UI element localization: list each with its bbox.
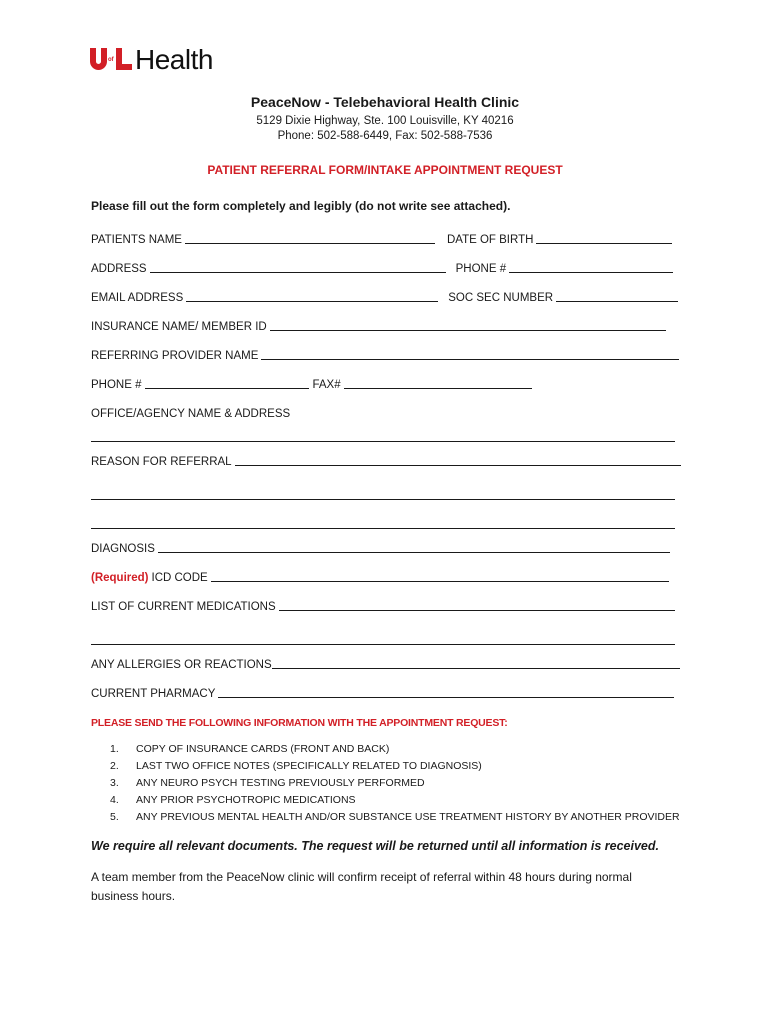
- reason-extra-line-1[interactable]: [91, 499, 675, 500]
- phone-field[interactable]: [456, 263, 674, 275]
- medications-extra-line[interactable]: [91, 644, 675, 645]
- list-item: 3. ANY NEURO PSYCH TESTING PREVIOUSLY PERFORMED: [110, 777, 425, 789]
- dob-line[interactable]: [536, 243, 672, 244]
- email-label: EMAIL ADDRESS: [91, 292, 184, 304]
- provider-phone-label: PHONE #: [91, 379, 142, 391]
- dob-field[interactable]: [447, 234, 672, 246]
- phone-label: PHONE #: [455, 263, 507, 275]
- form-instructions: Please fill out the form completely and legibly (do not write see attached).: [91, 199, 511, 213]
- pharmacy-field[interactable]: [91, 688, 674, 700]
- medications-label: LIST OF CURRENT MEDICATIONS: [91, 601, 276, 613]
- row-email-ssn: [91, 292, 678, 304]
- insurance-label: INSURANCE NAME/ MEMBER ID: [91, 321, 267, 333]
- address-label: ADDRESS: [91, 263, 147, 275]
- office-agency-label: OFFICE/AGENCY NAME & ADDRESS: [91, 408, 291, 420]
- reason-field[interactable]: [91, 456, 681, 468]
- icd-code-field[interactable]: [91, 572, 669, 584]
- ssn-line[interactable]: [556, 301, 678, 302]
- diagnosis-label: DIAGNOSIS: [91, 543, 155, 555]
- required-marker: (Required): [91, 572, 149, 584]
- provider-phone-field[interactable]: [91, 379, 309, 391]
- fax-label: FAX#: [312, 379, 341, 391]
- email-line[interactable]: [186, 301, 438, 302]
- pharmacy-label: CURRENT PHARMACY: [91, 688, 216, 700]
- allergies-line[interactable]: [272, 668, 680, 669]
- reason-extra-line-2[interactable]: [91, 528, 675, 529]
- office-agency-line[interactable]: [91, 441, 675, 442]
- patients-name-label: PATIENTS NAME: [91, 234, 182, 246]
- row-address-phone: [91, 263, 673, 275]
- clinic-name: PeaceNow - Telebehavioral Health Clinic: [250, 94, 520, 110]
- referring-provider-field[interactable]: [91, 350, 679, 362]
- list-item: 2. LAST TWO OFFICE NOTES (SPECIFICALLY RELATED TO DIAGNOSIS): [110, 760, 482, 772]
- referring-provider-line[interactable]: [261, 359, 679, 360]
- allergies-field[interactable]: [91, 659, 680, 671]
- ssn-label: SOC SEC NUMBER: [448, 292, 554, 304]
- logo-u-shape: [90, 48, 107, 70]
- list-item: 1. COPY OF INSURANCE CARDS (FRONT AND BACK): [110, 743, 390, 755]
- icd-code-label: ICD CODE: [151, 572, 208, 584]
- row-name-dob: [91, 234, 672, 246]
- required-documents-note: We require all relevant documents. The request will be returned until all information is received.: [91, 839, 659, 853]
- send-heading: PLEASE SEND THE FOLLOWING INFORMATION WITH THE APPOINTMENT REQUEST:: [91, 717, 508, 729]
- list-item: 5. ANY PREVIOUS MENTAL HEALTH AND/OR SUBSTANCE USE TREATMENT HISTORY BY ANOTHER PROVIDER: [110, 811, 680, 823]
- phone-line[interactable]: [509, 272, 673, 273]
- uofl-health-logo: [90, 45, 213, 75]
- confirmation-note: A team member from the PeaceNow clinic will confirm receipt of referral within 48 hours during normal business hours.: [91, 870, 632, 903]
- form-title: PATIENT REFERRAL FORM/INTAKE APPOINTMENT REQUEST: [207, 163, 563, 177]
- insurance-field[interactable]: [91, 321, 666, 333]
- row-provider-phone-fax: [91, 379, 532, 391]
- ssn-field[interactable]: [448, 292, 678, 304]
- logo-l-shape: [116, 48, 132, 70]
- fax-field[interactable]: [313, 379, 532, 391]
- address-line[interactable]: [150, 272, 446, 273]
- office-agency-field[interactable]: [91, 408, 290, 420]
- medications-line[interactable]: [279, 610, 675, 611]
- fax-line[interactable]: [344, 388, 532, 389]
- address-field[interactable]: [91, 263, 446, 275]
- diagnosis-field[interactable]: [91, 543, 670, 555]
- diagnosis-line[interactable]: [158, 552, 670, 553]
- insurance-line[interactable]: [270, 330, 666, 331]
- clinic-phone-fax: Phone: 502-588-6449, Fax: 502-588-7536: [277, 130, 493, 142]
- uofl-logo-mark: [90, 46, 136, 74]
- icd-code-line[interactable]: [211, 581, 669, 582]
- pharmacy-line[interactable]: [218, 697, 674, 698]
- reason-line[interactable]: [235, 465, 681, 466]
- provider-phone-line[interactable]: [145, 388, 309, 389]
- reason-label: REASON FOR REFERRAL: [91, 456, 232, 468]
- patients-name-field[interactable]: [91, 234, 435, 246]
- referring-provider-label: REFERRING PROVIDER NAME: [91, 350, 259, 362]
- email-field[interactable]: [91, 292, 438, 304]
- required-documents-list: [110, 743, 680, 828]
- dob-label: DATE OF BIRTH: [446, 234, 534, 246]
- medications-field[interactable]: [91, 601, 675, 613]
- patients-name-line[interactable]: [185, 243, 435, 244]
- logo-health-text: Health: [135, 44, 213, 75]
- clinic-address: 5129 Dixie Highway, Ste. 100 Louisville, KY 40216: [256, 115, 514, 127]
- logo-of-text: of: [108, 57, 114, 63]
- allergies-label: ANY ALLERGIES OR REACTIONS: [91, 659, 272, 671]
- list-item: 4. ANY PRIOR PSYCHOTROPIC MEDICATIONS: [110, 794, 356, 806]
